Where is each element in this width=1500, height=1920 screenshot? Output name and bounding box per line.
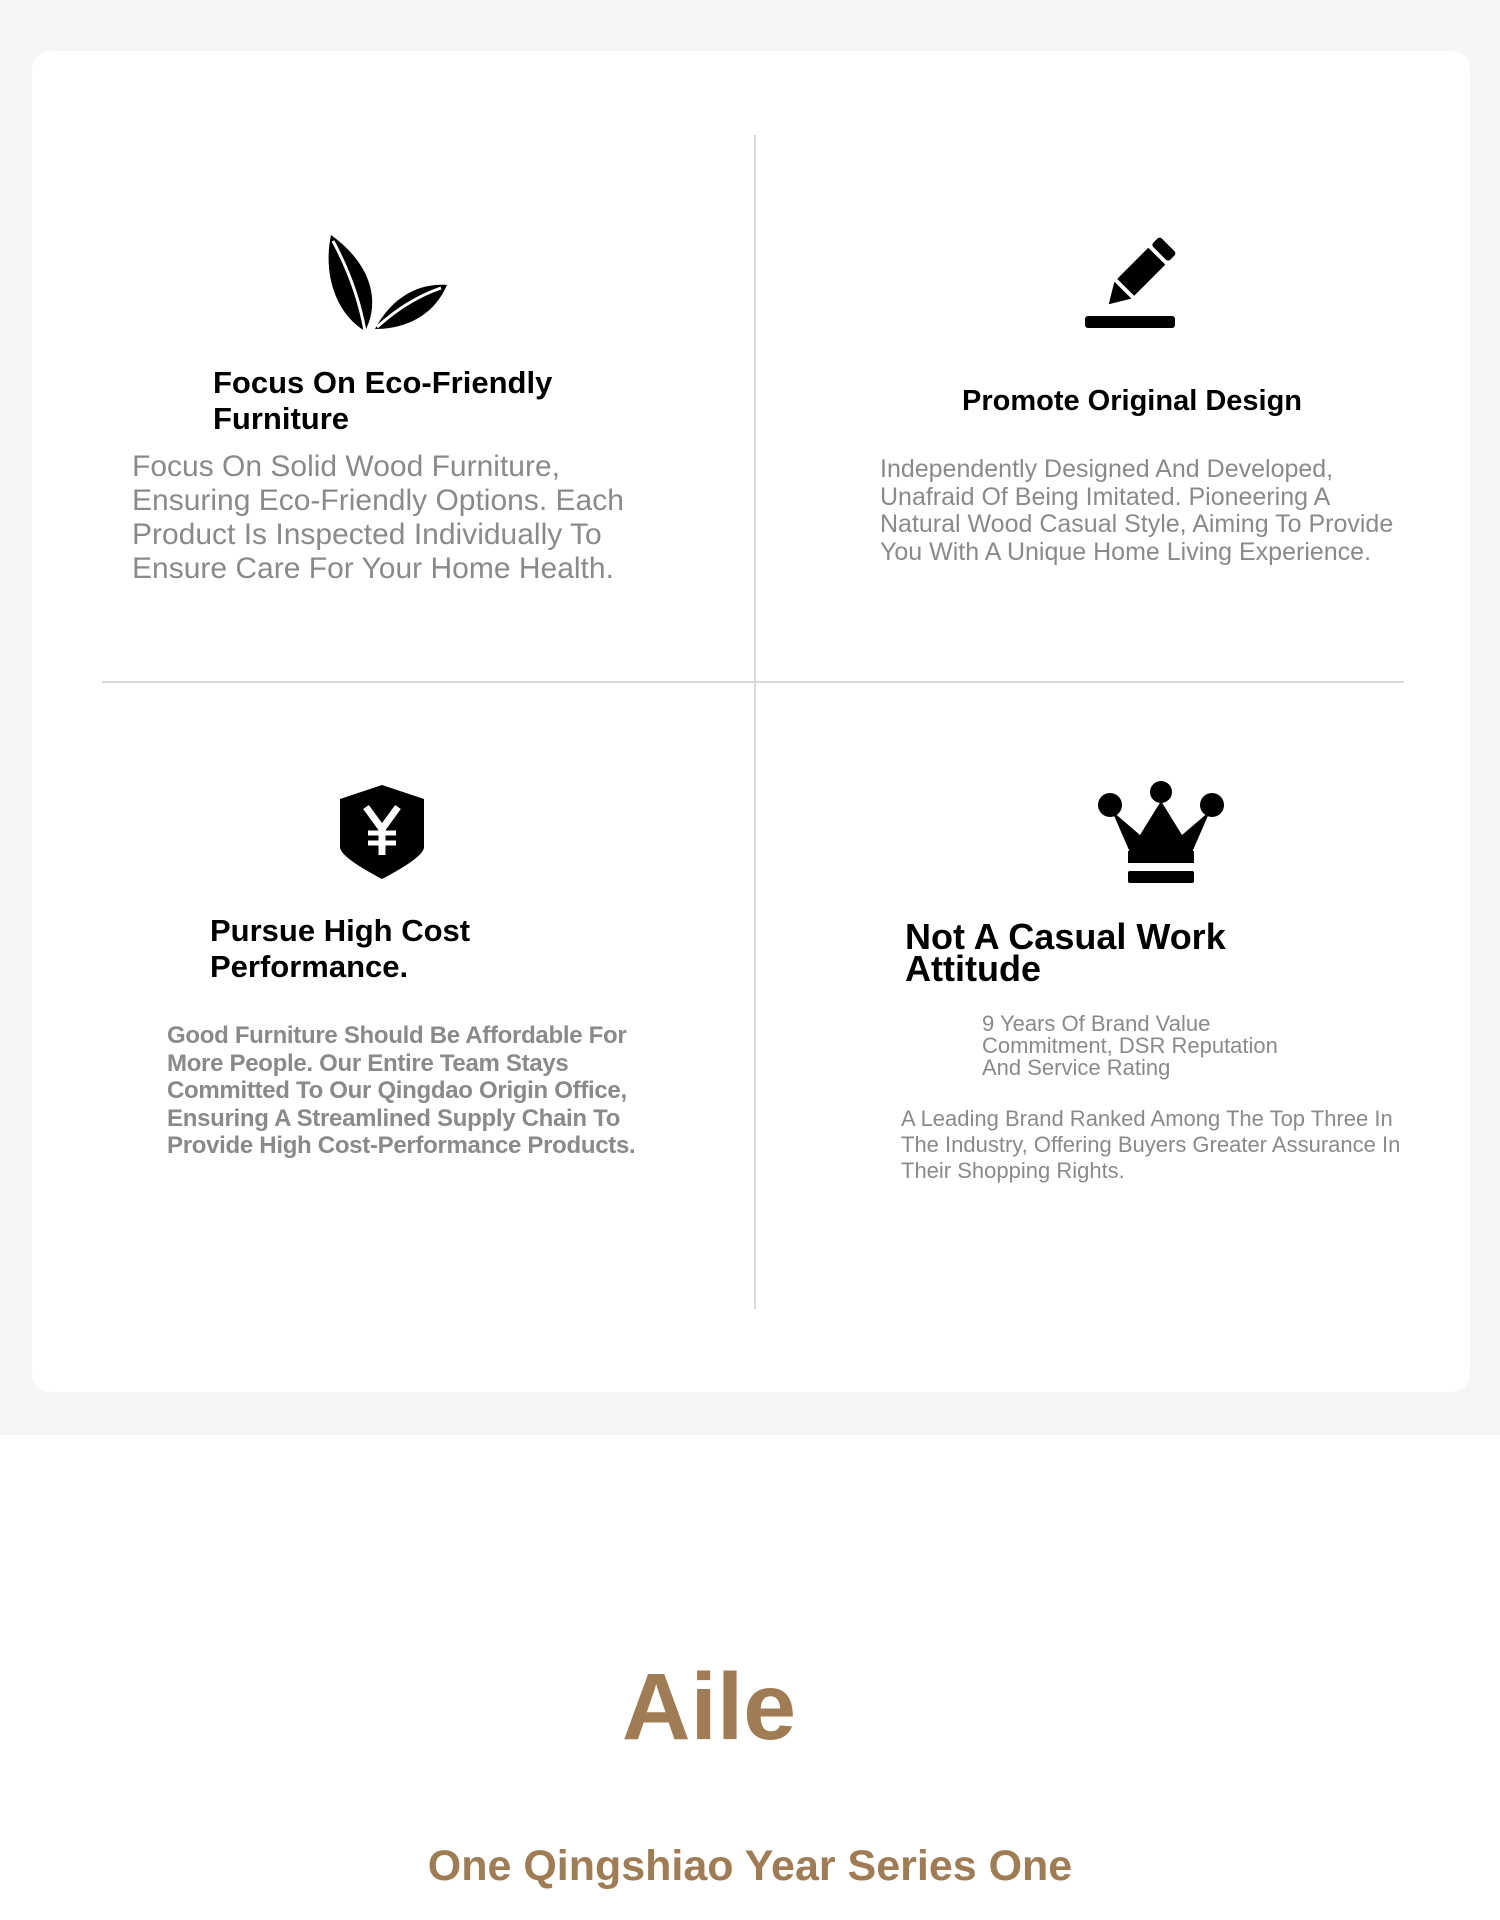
yen-shield-icon: [340, 785, 424, 879]
crown-icon: [1098, 781, 1224, 885]
feature-desc-value: Good Furniture Should Be Affordable For More People. Our Entire Team Stays Committed To Our Qingdao Origin Office, Ensuring A Streamlined Supply Chain To Provide High Cost-Performance Products.: [167, 1022, 636, 1159]
feature-title-design: Promote Original Design: [962, 385, 1302, 417]
feature-desc-design: Independently Designed And Developed, Unafraid Of Being Imitated. Pioneering A Natural Wood Casual Style, Aiming To Provide You With A Unique Home Living Experience.: [880, 455, 1394, 566]
feature-title-value: Pursue High Cost Performance.: [210, 913, 471, 984]
feature-title-attitude: Not A Casual Work Attitude: [905, 916, 1226, 989]
series-title: One Qingshiao Year Series One: [427, 1842, 1073, 1890]
feature-desc-attitude: A Leading Brand Ranked Among The Top Three In The Industry, Offering Buyers Greater Assurance In Their Shopping Rights.: [901, 1106, 1401, 1183]
features-card: [32, 51, 1470, 1392]
feature-title-eco: Focus On Eco-Friendly Furniture: [213, 365, 553, 436]
feature-desc-eco: Focus On Solid Wood Furniture, Ensuring Eco-Friendly Options. Each Product Is Inspected Individually To Ensure Care For Your Home Health.: [132, 450, 624, 585]
vertical-divider: [754, 135, 756, 1309]
leaf-icon: [323, 233, 447, 333]
feature-subtitle-attitude: 9 Years Of Brand Value Commitment, DSR Reputation And Service Rating: [982, 1011, 1278, 1080]
pen-icon: [1085, 236, 1181, 332]
brand-name: Aile: [621, 1654, 797, 1760]
horizontal-divider: [102, 681, 1404, 683]
